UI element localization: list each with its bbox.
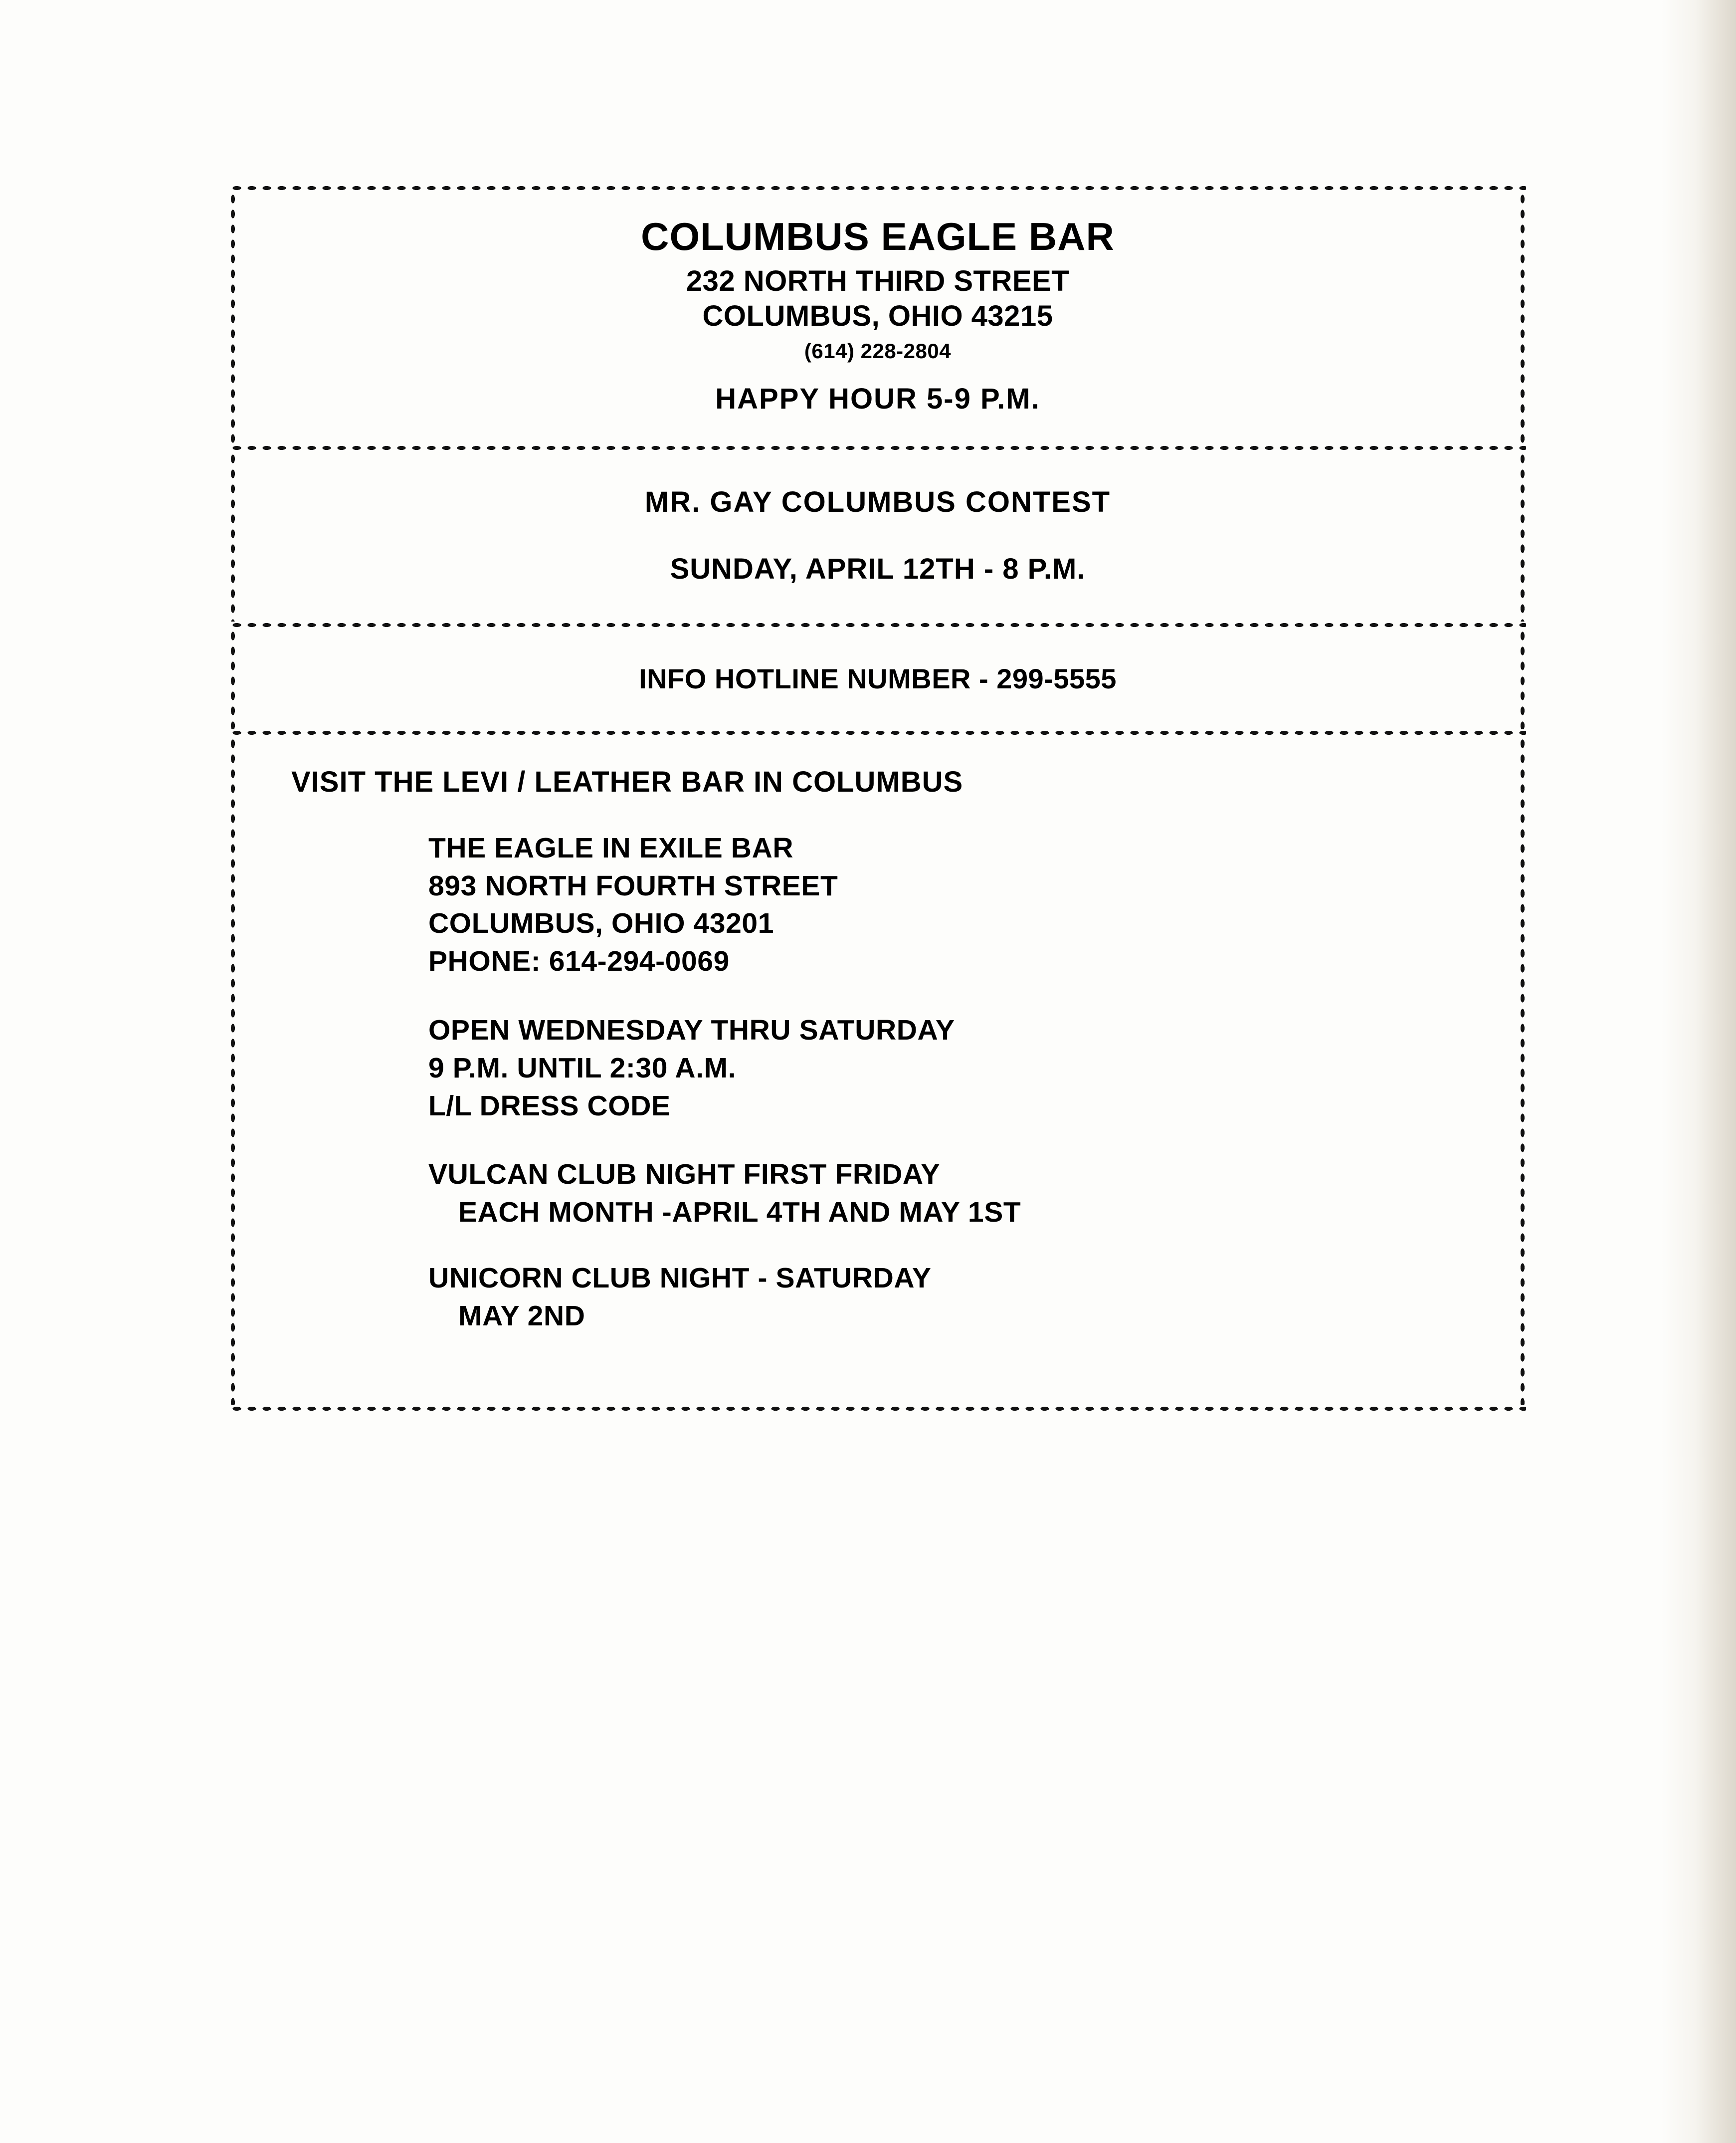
visit-section <box>229 736 1526 1405</box>
venue-name: THE EAGLE IN EXILE BAR <box>428 832 794 864</box>
happy-hour-text: HAPPY HOUR 5-9 P.M. <box>715 383 1040 416</box>
contest-title: MR. GAY COLUMBUS CONTEST <box>644 485 1111 518</box>
dotted-border-left <box>229 451 236 622</box>
visit-heading: VISIT THE LEVI / LEATHER BAR IN COLUMBUS <box>291 765 964 798</box>
dotted-border-top <box>229 185 1526 192</box>
phone-number: (614) 228-2804 <box>804 339 952 363</box>
info-hotline-text: INFO HOTLINE NUMBER - 299-5555 <box>639 662 1117 694</box>
address-line-1: 232 NORTH THIRD STREET <box>686 265 1070 298</box>
dress-code: L/L DRESS CODE <box>428 1089 671 1122</box>
dotted-border-left <box>229 736 236 1405</box>
advertisement-box <box>229 185 1526 1412</box>
open-time: 9 P.M. UNTIL 2:30 A.M. <box>428 1052 737 1084</box>
event-vulcan-club <box>236 1156 1519 1232</box>
venue-street: 893 NORTH FOURTH STREET <box>428 869 838 902</box>
contest-date: SUNDAY, APRIL 12TH - 8 P.M. <box>670 553 1086 586</box>
dotted-border-right <box>1519 451 1526 622</box>
venue-block <box>236 830 1519 981</box>
dotted-divider-2 <box>229 622 1526 629</box>
dotted-border-bottom <box>229 1405 1526 1412</box>
hours-block <box>236 1012 1519 1125</box>
event-unicorn-line-1: UNICORN CLUB NIGHT - SATURDAY <box>428 1262 932 1294</box>
contest-section <box>229 451 1526 622</box>
venue-city: COLUMBUS, OHIO 43201 <box>428 907 774 940</box>
event-unicorn-line-2: MAY 2ND <box>458 1299 585 1332</box>
dotted-divider-3 <box>229 729 1526 736</box>
event-vulcan-line-1: VULCAN CLUB NIGHT FIRST FRIDAY <box>428 1158 941 1191</box>
address-line-2: COLUMBUS, OHIO 43215 <box>702 300 1053 333</box>
event-vulcan-line-2: EACH MONTH -APRIL 4TH AND MAY 1ST <box>458 1196 1021 1229</box>
dotted-border-right <box>1519 629 1526 729</box>
header-section <box>229 192 1526 444</box>
venue-phone: PHONE: 614-294-0069 <box>428 945 730 978</box>
hotline-section <box>229 629 1526 729</box>
dotted-border-right <box>1519 192 1526 444</box>
dotted-border-right <box>1519 736 1526 1405</box>
dotted-border-left <box>229 192 236 444</box>
event-unicorn-club <box>236 1260 1519 1335</box>
dotted-border-left <box>229 629 236 729</box>
page-edge-shadow <box>1661 0 1736 2143</box>
dotted-divider-1 <box>229 444 1526 451</box>
page-title: COLUMBUS EAGLE BAR <box>641 214 1115 258</box>
open-days: OPEN WEDNESDAY THRU SATURDAY <box>428 1014 955 1047</box>
